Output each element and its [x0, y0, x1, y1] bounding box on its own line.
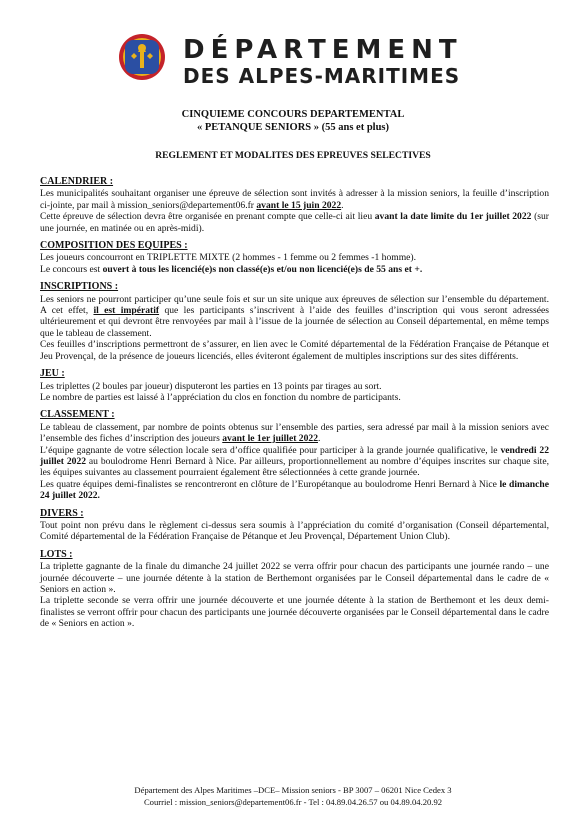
text: au boulodrome Henri Bernard à Nice. Par ailleurs, proportionnellement au nombre d’équipes inscrites sur chaque site, les équipes suivantes au classement pourraient également être sélectionnées à cette grande journée.	[40, 455, 549, 479]
section-inscriptions	[40, 281, 549, 362]
document-body	[40, 170, 549, 630]
paragraph: La triplette gagnante de la finale du dimanche 24 juillet 2022 se verra offrir pour chacun des participants une journée rando – une journée découverte – une journée détente à la station de Berthemont organisées par le Conseil départemental dans le cadre de « Seniors en action ».	[40, 561, 549, 595]
section-heading: COMPOSITION DES EQUIPES :	[40, 240, 188, 252]
paragraph	[40, 479, 549, 502]
text: .	[318, 433, 321, 445]
section-lots	[40, 549, 549, 630]
paragraph: La triplette seconde se verra offrir une journée découverte et une journée détente à la station de Berthemont et les deux demi-finalistes se verront offrir pour chacun des participants une journée découverte organisées par le Conseil départemental dans le cadre de « Seniors en action ».	[40, 595, 549, 630]
document-footer	[0, 784, 586, 808]
footer-address: Département des Alpes Maritimes –DCE– Mission seniors - BP 3007 – 06201 Nice Cedex 3	[134, 785, 452, 795]
date-emphasis: le dimanche 24 juillet 2022.	[40, 478, 549, 502]
wordmark-line2: DES ALPES-MARITIMES	[183, 64, 461, 88]
text: Le tableau de classement, par nombre de points obtenus sur l’ensemble des parties, sera adressé par mail à la mission seniors avec l’ensemble des fiches d’inscription des joueurs	[40, 421, 549, 445]
deadline-emphasis: avant le 15 juin 2022	[256, 199, 342, 211]
section-heading: DIVERS :	[40, 507, 84, 519]
footer-contact: Courriel : mission_seniors@departement06.fr - Tel : 04.89.04.26.57 ou 04.89.04.20.92	[143, 797, 443, 807]
section-heading: CALENDRIER :	[40, 176, 114, 187]
section-divers	[40, 508, 549, 543]
text: Les municipalités souhaitant organiser une épreuve de sélection sont invités à adresser à la mission seniors, la feuille d’inscription ci-jointe, par mail à mission_seniors@departement06.fr	[40, 188, 549, 211]
text: Le concours est	[40, 263, 103, 275]
paragraph: Tout point non prévu dans le règlement ci-dessus sera soumis à l’appréciation du comité d’organisation (Conseil départemental, Comité départemental de la Fédération Française de Pétanque et Jeu Provençal, Département Union Club).	[40, 519, 549, 543]
eligibility-emphasis: ouvert à tous les licencié(e)s non classé(e)s et/ou non licencié(e)s de 55 ans et +.	[102, 263, 423, 275]
paragraph	[40, 422, 549, 445]
paragraph	[40, 211, 549, 234]
imperative-emphasis: il est impératif	[93, 305, 160, 317]
text: Cette épreuve de sélection devra être organisée en prenant compte que celle-ci ait lieu	[40, 211, 375, 223]
section-heading: JEU :	[40, 368, 65, 380]
text: .	[341, 199, 344, 211]
section-jeu	[40, 368, 549, 403]
department-wordmark	[183, 36, 463, 88]
date-emphasis: vendredi 22 juillet 2022	[40, 444, 550, 467]
paragraph: Les triplettes (2 boules par joueur) disputeront les parties en 13 points par tirages au sort.	[40, 380, 382, 392]
deadline-emphasis: avant la date limite du 1er juillet 2022	[374, 211, 532, 223]
section-classement	[40, 409, 549, 501]
text: Les seniors ne pourront participer qu’une seule fois et sur un site unique aux épreuves de sélection sur l’ensemble du département. A cet effet,	[40, 293, 549, 317]
document-rules-heading: REGLEMENT ET MODALITES DES EPREUVES SELECTIVES	[155, 150, 431, 161]
document-subtitle: « PETANQUE SENIORS » (55 ans et plus)	[196, 122, 390, 133]
section-composition	[40, 240, 549, 275]
text: que les participants s’inscrivent à l’aide des feuilles d’inscription qui vous seront adressées ultérieurement et qui devront être renvoyées par mail à l’issue de la journée de sélection au Conseil départemental, en même temps que le tableau de classement.	[40, 305, 549, 339]
paragraph: Le nombre de parties est laissé à l’appréciation du clos en fonction du nombre de participants.	[40, 391, 401, 403]
paragraph	[40, 294, 549, 340]
paragraph: Les joueurs concourront en TRIPLETTE MIXTE (2 hommes - 1 femme ou 2 femmes -1 homme).	[40, 252, 417, 264]
paragraph	[40, 264, 549, 275]
text: L’équipe gagnante de votre sélection locale sera d’office qualifiée pour participer à la grande journée qualificative, le	[40, 444, 501, 456]
section-calendrier	[40, 176, 549, 234]
deadline-emphasis: avant le 1er juillet 2022	[222, 433, 318, 445]
paragraph: Ces feuilles d’inscriptions permettront de s’assurer, en lien avec le Comité départemental de la Fédération Française de Pétanque et Jeu Provençal, de la présence de joueurs licenciés, elles éviteront également de multiples inscriptions sur des sites différents.	[40, 339, 549, 362]
paragraph	[40, 445, 549, 479]
section-heading: LOTS :	[40, 548, 73, 560]
paragraph	[40, 188, 549, 211]
section-heading: CLASSEMENT :	[40, 409, 115, 421]
document-title: CINQUIEME CONCOURS DEPARTEMENTAL	[181, 109, 405, 120]
wordmark-line1: DÉPARTEMENT	[183, 35, 463, 65]
text: Les quatre équipes demi-finalistes se rencontreront en clôture de l’Europétanque au boulodrome Henri Bernard à Nice	[40, 478, 500, 490]
department-crest-logo	[117, 32, 167, 82]
text: (sur une journée, en matinée ou en après-midi).	[40, 211, 549, 234]
section-heading: INSCRIPTIONS :	[40, 281, 119, 293]
